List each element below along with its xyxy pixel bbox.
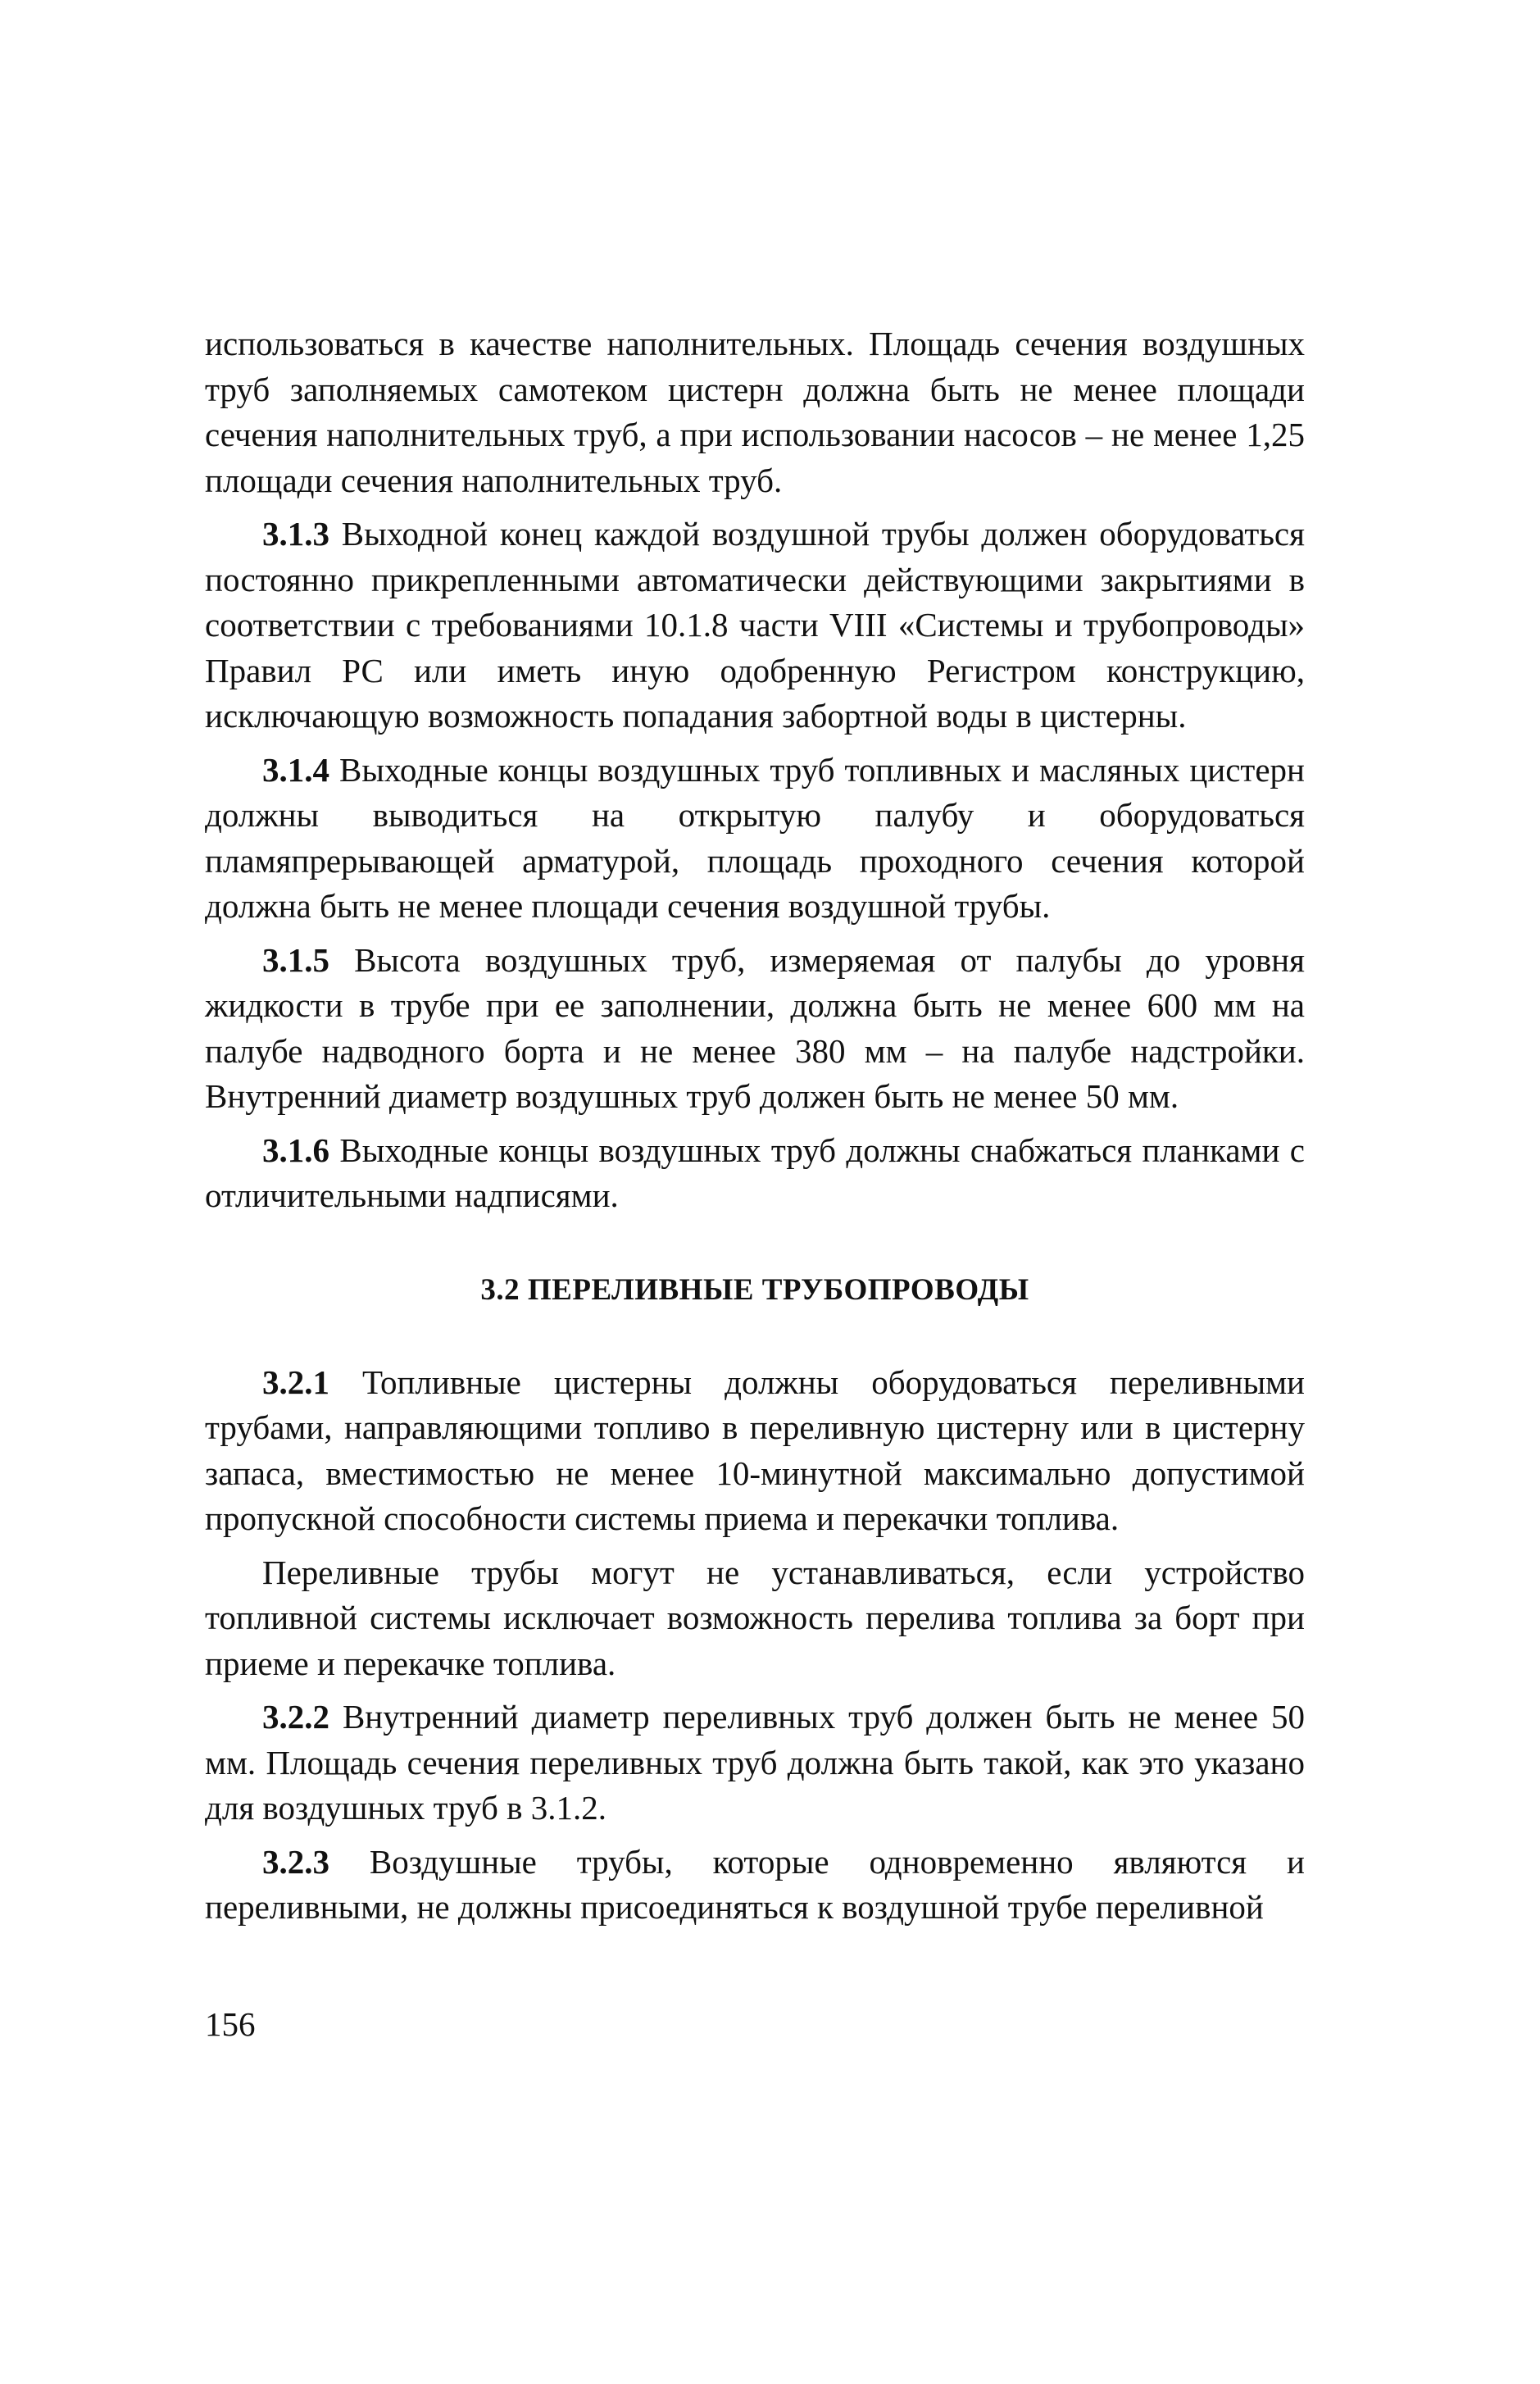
clause-number: 3.1.3 xyxy=(262,515,329,553)
paragraph-3-1-4 xyxy=(205,748,1305,930)
page-body xyxy=(205,321,1305,1939)
clause-number: 3.2.3 xyxy=(262,1842,329,1881)
clause-number: 3.1.4 xyxy=(262,750,329,789)
clause-number: 3.2.2 xyxy=(262,1698,329,1736)
clause-number: 3.1.5 xyxy=(262,940,329,979)
paragraph-text: Внутренний диаметр переливных труб должен быть не менее 50 мм. Площадь сечения переливных труб должна быть такой, как это указано для воздушных труб в 3.1.2. xyxy=(205,1698,1305,1827)
page-number: 156 xyxy=(205,2005,256,2043)
paragraph-text: Топливные цистерны должны оборудоваться переливными трубами, направляющими топливо в переливную цистерну или в цистерну запаса, вместимостью не менее 10-минутной максимально допустимой пропускной способности системы приема и перекачки топлива. xyxy=(205,1363,1305,1537)
clause-number: 3.1.6 xyxy=(262,1131,329,1169)
paragraph-3-2-1 xyxy=(205,1360,1305,1542)
paragraph-3-2-3 xyxy=(205,1840,1305,1931)
paragraph-text: Выходной конец каждой воздушной трубы должен оборудоваться постоянно прикрепленными автоматически действующими закрытиями в соответствии с требованиями 10.1.8 части VIII «Системы и трубопроводы» Правил РС или иметь иную одобренную Регистром конструкцию, исключающую возможность попадания забортной воды в цистерны. xyxy=(205,515,1305,735)
paragraph-3-2-1-note xyxy=(205,1550,1305,1687)
section-heading: 3.2 ПЕРЕЛИВНЫЕ ТРУБОПРОВОДЫ xyxy=(480,1272,1029,1307)
clause-number: 3.2.1 xyxy=(262,1363,329,1401)
paragraph-text: Выходные концы воздушных труб должны снабжаться планками с отличительными надписями. xyxy=(205,1131,1305,1214)
paragraph-text: Переливные трубы могут не устанавливаться, если устройство топливной системы исключает возможность перелива топлива за борт при приеме и перекачке топлива. xyxy=(205,1553,1305,1682)
paragraph-text: Высота воздушных труб, измеряемая от палубы до уровня жидкости в трубе при ее заполнении, должна быть не менее 600 мм на палубе надводного борта и не менее 380 мм – на палубе надстройки. Внутренний диаметр воздушных труб должен быть не менее 50 мм. xyxy=(205,940,1305,1115)
paragraph-text: Воздушные трубы, которые одновременно являются и переливными, не должны присоединяться к воздушной трубе переливной xyxy=(205,1842,1305,1926)
paragraph-3-2-2 xyxy=(205,1695,1305,1831)
paragraph-3-1-6 xyxy=(205,1128,1305,1219)
paragraph-3-1-5 xyxy=(205,938,1305,1120)
paragraph-3-1-3 xyxy=(205,512,1305,739)
paragraph-text: Выходные концы воздушных труб топливных и масляных цистерн должны выводиться на открытую палубу и оборудоваться пламяпрерывающей арматурой, площадь проходного сечения которой должна быть не менее площади сечения воздушной трубы. xyxy=(205,750,1305,925)
paragraph-continuation xyxy=(205,321,1305,503)
paragraph-text: использоваться в качестве наполнительных. Площадь сечения воздушных труб заполняемых самотеком цистерн должна быть не менее площади сечения наполнительных труб, а при использовании насосов – не менее 1,25 площади сечения наполнительных труб. xyxy=(205,325,1305,499)
